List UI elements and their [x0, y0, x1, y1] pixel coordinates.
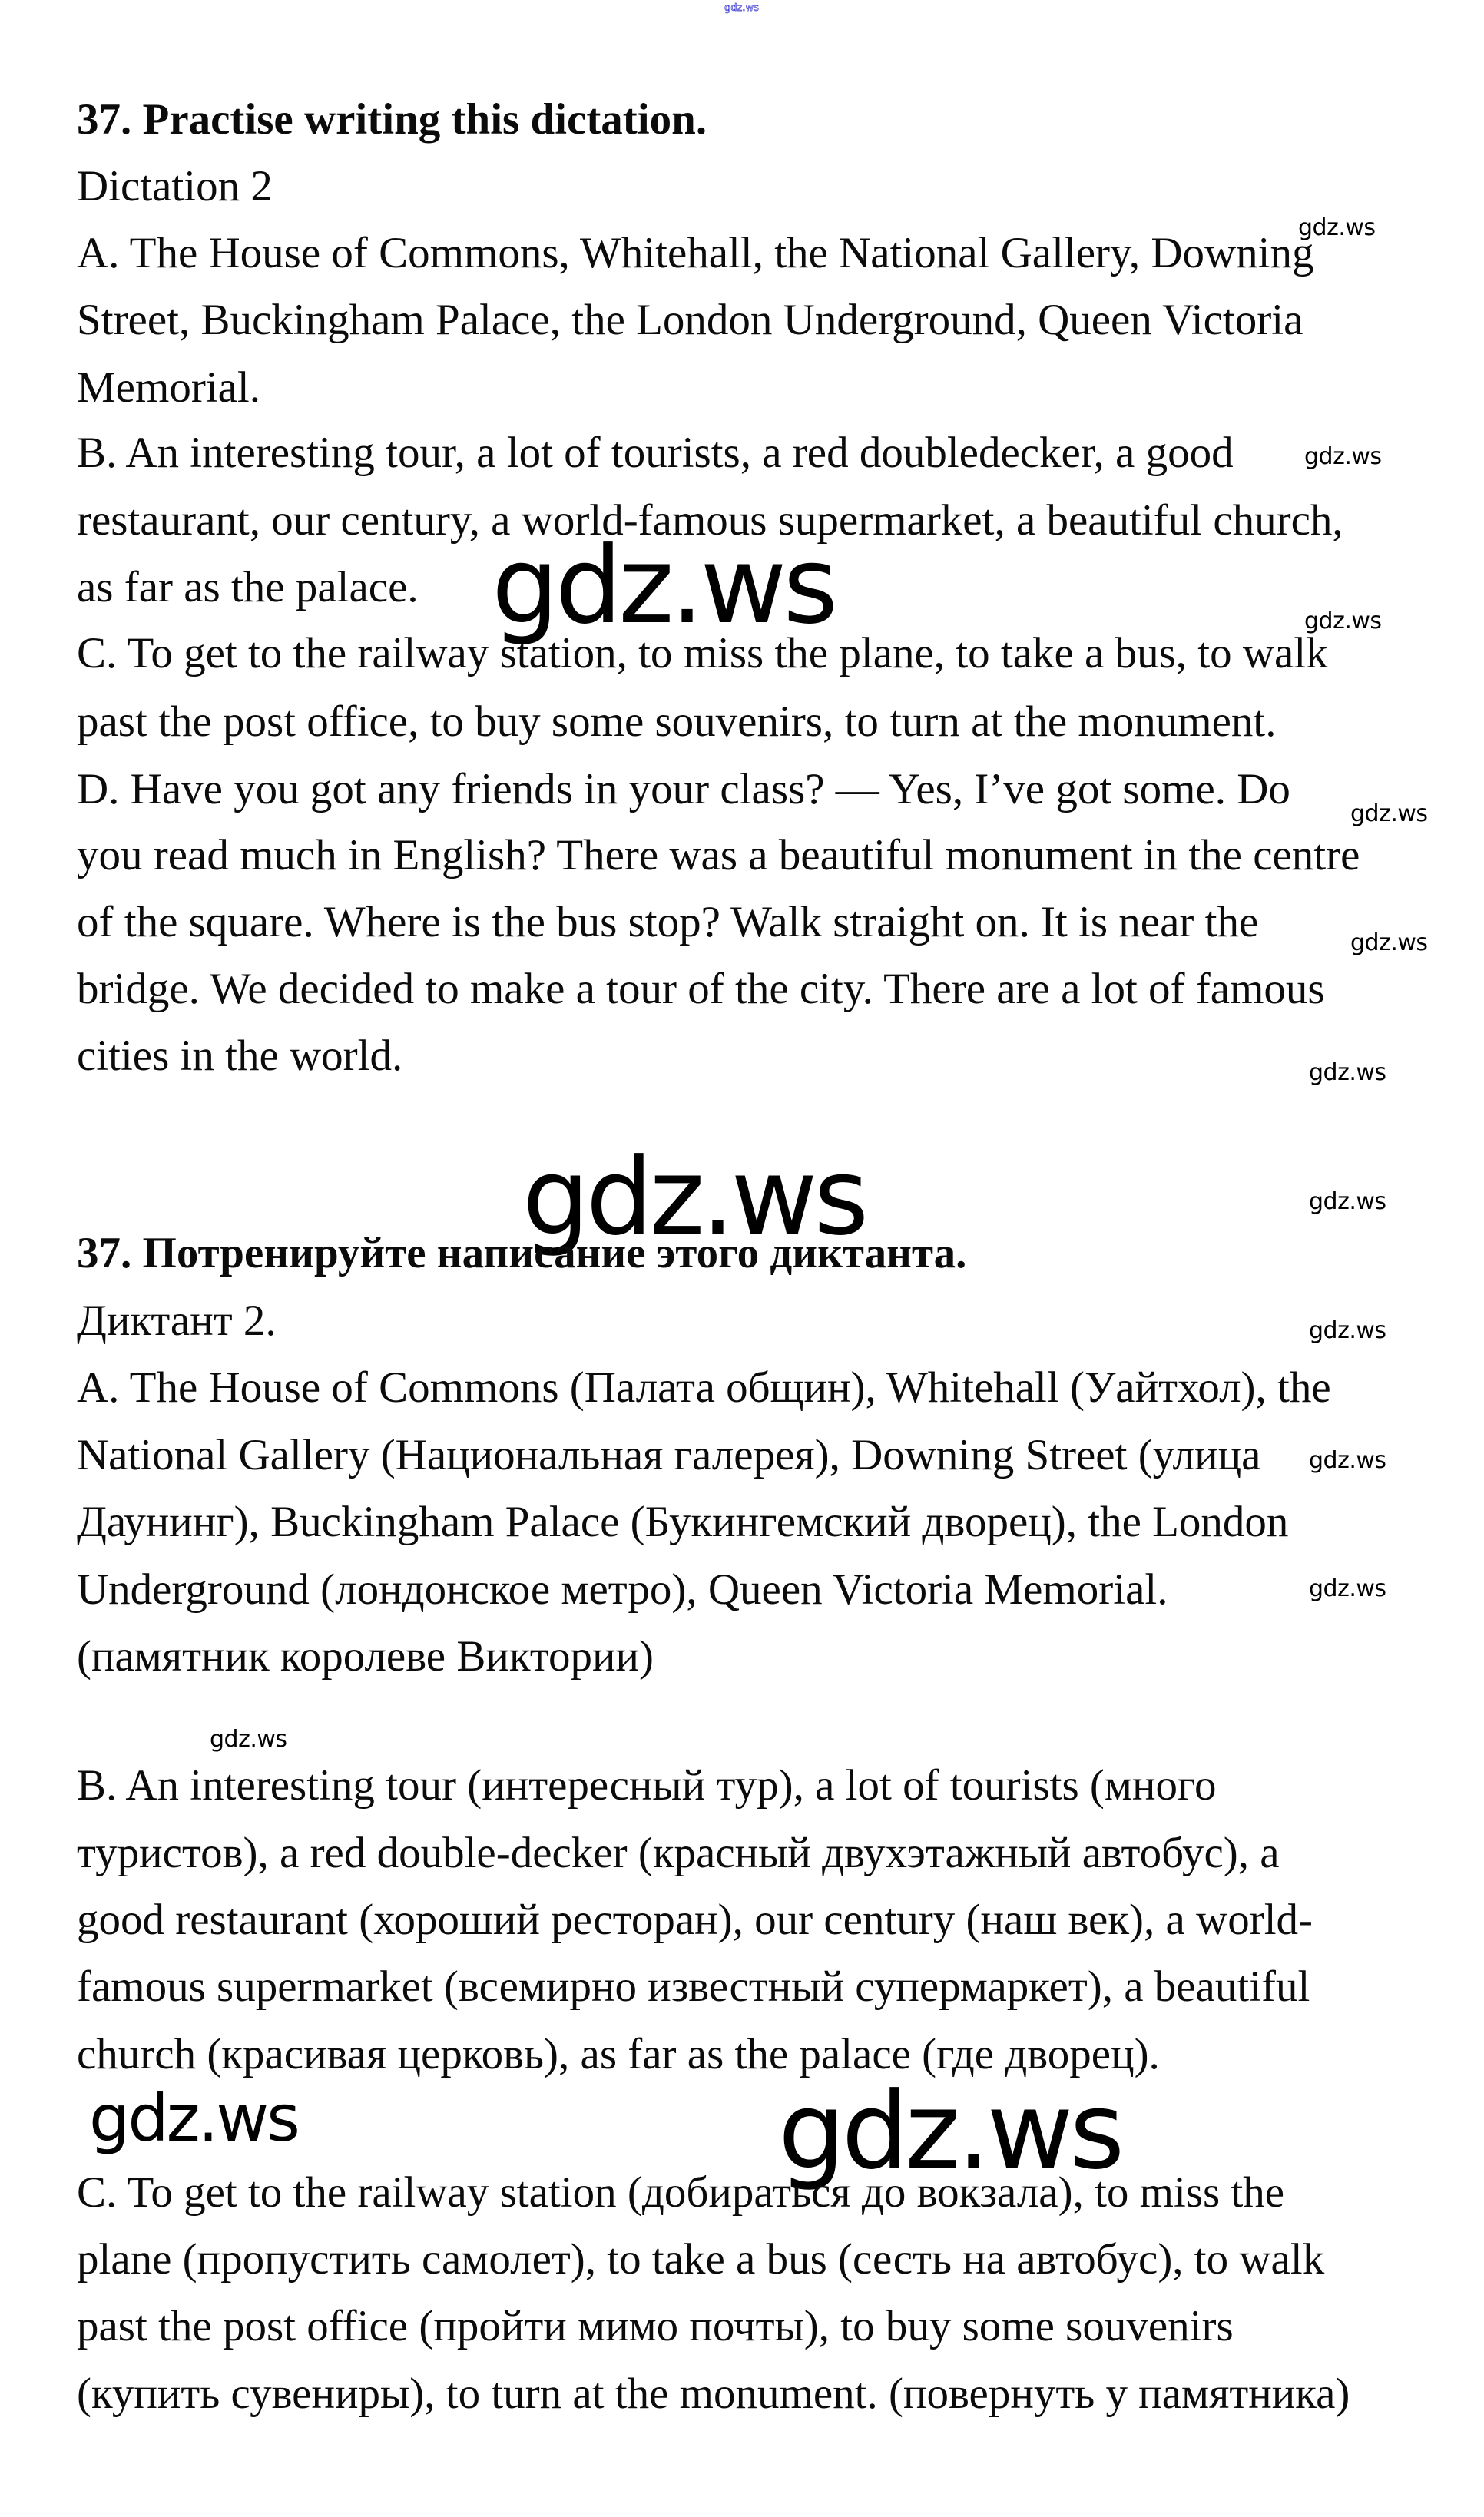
russian-line-c: C. To get to the railway station (добираться до вокзала), to miss the: [77, 2168, 1285, 2217]
english-line: Memorial.: [77, 363, 261, 412]
russian-line-a: Underground (лондонское метро), Queen Victoria Memorial.: [77, 1565, 1168, 1614]
english-line: Street, Buckingham Palace, the London Underground, Queen Victoria: [77, 296, 1303, 344]
russian-line-a: (памятник королеве Виктории): [77, 1632, 654, 1681]
watermark-small: gdz.ws: [1304, 608, 1382, 634]
english-line: restaurant, our century, a world-famous supermarket, a beautiful church,: [77, 496, 1343, 545]
exercise-title-russian: 37. Потренируйте написание этого диктанта.: [77, 1229, 967, 1277]
russian-line-b: church (красивая церковь), as far as the palace (где дворец).: [77, 2030, 1160, 2078]
english-line: bridge. We decided to make a tour of the city. There are a lot of famous: [77, 965, 1325, 1013]
watermark-big: gdz.ws: [522, 1135, 866, 1259]
english-line: A. The House of Commons, Whitehall, the National Gallery, Downing: [77, 229, 1314, 277]
watermark-top: gdz.ws: [724, 2, 759, 14]
watermark-small: gdz.ws: [1309, 1059, 1386, 1086]
watermark-small: gdz.ws: [1350, 929, 1428, 956]
english-line: D. Have you got any friends in your class? — Yes, I’ve got some. Do: [77, 765, 1290, 813]
russian-line-a: Даунинг), Buckingham Palace (Букингемский дворец), the London: [77, 1498, 1289, 1546]
english-line: B. An interesting tour, a lot of tourists, a red doubledecker, a good: [77, 429, 1234, 477]
watermark-big: gdz.ws: [778, 2069, 1121, 2193]
russian-line-a: A. The House of Commons (Палата общин), Whitehall (Уайтхол), the: [77, 1363, 1331, 1412]
watermark-small: gdz.ws: [1304, 443, 1382, 470]
russian-line-b: good restaurant (хороший ресторан), our century (наш век), a world-: [77, 1896, 1313, 1944]
english-line: you read much in English? There was a beautiful monument in the centre: [77, 831, 1360, 879]
dictation-subtitle-russian: Диктант 2.: [77, 1297, 277, 1345]
russian-line-c: plane (пропустить самолет), to take a bus (сесть на автобус), to walk: [77, 2235, 1325, 2284]
watermark-small: gdz.ws: [1309, 1188, 1386, 1215]
english-line: cities in the world.: [77, 1032, 403, 1080]
watermark-big: gdz.ws: [492, 524, 835, 647]
watermark-small: gdz.ws: [1309, 1317, 1386, 1344]
watermark-medium: gdz.ws: [89, 2081, 298, 2156]
exercise-title-english: 37. Practise writing this dictation.: [77, 95, 707, 144]
watermark-small: gdz.ws: [1298, 214, 1376, 241]
watermark-small: gdz.ws: [1309, 1575, 1386, 1602]
english-line: C. To get to the railway station, to miss the plane, to take a bus, to walk: [77, 629, 1328, 677]
watermark-small: gdz.ws: [1309, 1447, 1386, 1474]
russian-line-b: famous supermarket (всемирно известный супермаркет), a beautiful: [77, 1962, 1310, 2011]
russian-line-a: National Gallery (Национальная галерея), Downing Street (улица: [77, 1431, 1261, 1479]
russian-line-c: past the post office (пройти мимо почты), to buy some souvenirs: [77, 2302, 1234, 2350]
russian-line-b: B. An interesting tour (интересный тур), a lot of tourists (много: [77, 1761, 1217, 1810]
english-line: past the post office, to buy some souvenirs, to turn at the monument.: [77, 697, 1277, 746]
english-line: of the square. Where is the bus stop? Walk straight on. It is near the: [77, 898, 1259, 946]
watermark-small: gdz.ws: [210, 1726, 287, 1753]
watermark-small: gdz.ws: [1350, 800, 1428, 827]
english-line: as far as the palace.: [77, 563, 419, 611]
dictation-subtitle-english: Dictation 2: [77, 162, 273, 210]
russian-line-c: (купить сувениры), to turn at the monument. (повернуть у памятника): [77, 2370, 1350, 2418]
russian-line-b: туристов), a red double-decker (красный двухэтажный автобус), a: [77, 1829, 1280, 1877]
